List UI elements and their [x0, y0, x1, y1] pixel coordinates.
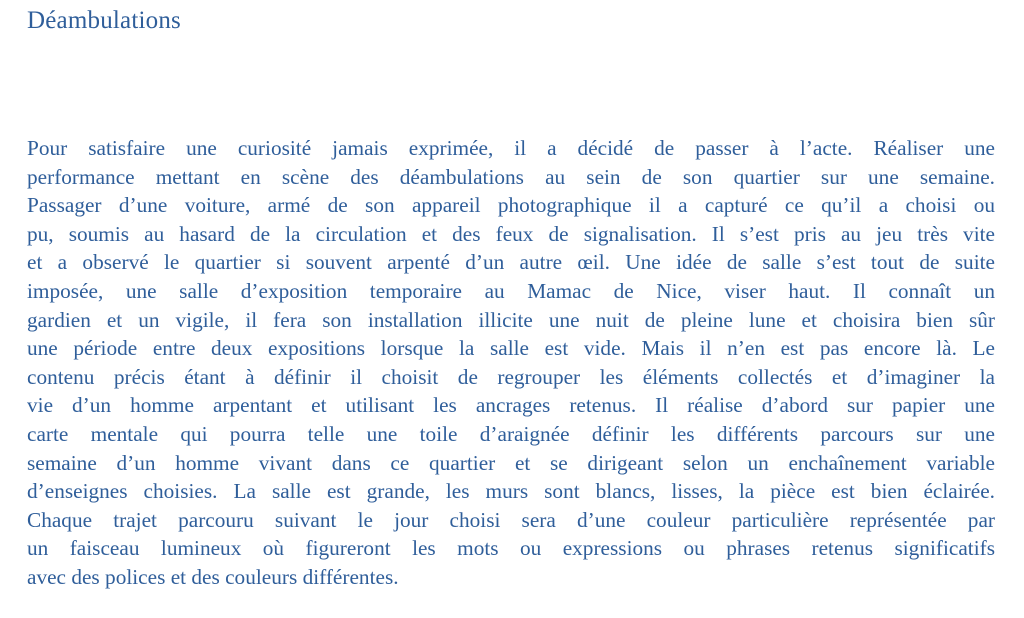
- paragraph-line: Passager d’une voiture, armé de son appareil photographique il a capturé ce qu’il a choisi ou: [27, 193, 995, 218]
- document-title: Déambulations: [27, 7, 181, 34]
- paragraph-line: et a observé le quartier si souvent arpenté d’un autre œil. Une idée de salle s’est tout de suite: [27, 250, 995, 275]
- body-paragraph: [27, 134, 995, 592]
- paragraph-line: une période entre deux expositions lorsque la salle est vide. Mais il n’en est pas encore là. Le: [27, 336, 995, 361]
- paragraph-line: gardien et un vigile, il fera son installation illicite une nuit de pleine lune et choisira bien sûr: [27, 307, 995, 332]
- paragraph-line: Pour satisfaire une curiosité jamais exprimée, il a décidé de passer à l’acte. Réaliser une: [27, 136, 995, 160]
- paragraph-line: performance mettant en scène des déambulations au sein de son quartier sur une semaine.: [27, 164, 995, 189]
- paragraph-line: carte mentale qui pourra telle une toile d’araignée définir les différents parcours sur une: [27, 421, 995, 446]
- paragraph-line: Chaque trajet parcouru suivant le jour choisi sera d’une couleur particulière représentée par: [27, 507, 995, 532]
- paragraph-line: pu, soumis au hasard de la circulation et des feux de signalisation. Il s’est pris au jeu très vite: [27, 221, 995, 246]
- paragraph-line: semaine d’un homme vivant dans ce quartier et se dirigeant selon un enchaînement variable: [27, 450, 995, 475]
- paragraph-line: avec des polices et des couleurs différentes.: [27, 564, 399, 589]
- paragraph-line: un faisceau lumineux où figureront les mots ou expressions ou phrases retenus significatifs: [27, 536, 995, 561]
- paragraph-line: contenu précis étant à définir il choisit de regrouper les éléments collectés et d’imaginer la: [27, 364, 995, 389]
- paragraph-line: vie d’un homme arpentant et utilisant les ancrages retenus. Il réalise d’abord sur papier une: [27, 393, 995, 418]
- paragraph-line: d’enseignes choisies. La salle est grande, les murs sont blancs, lisses, la pièce est bien éclairée.: [27, 479, 995, 504]
- paragraph-line: imposée, une salle d’exposition temporaire au Mamac de Nice, viser haut. Il connaît un: [27, 278, 995, 303]
